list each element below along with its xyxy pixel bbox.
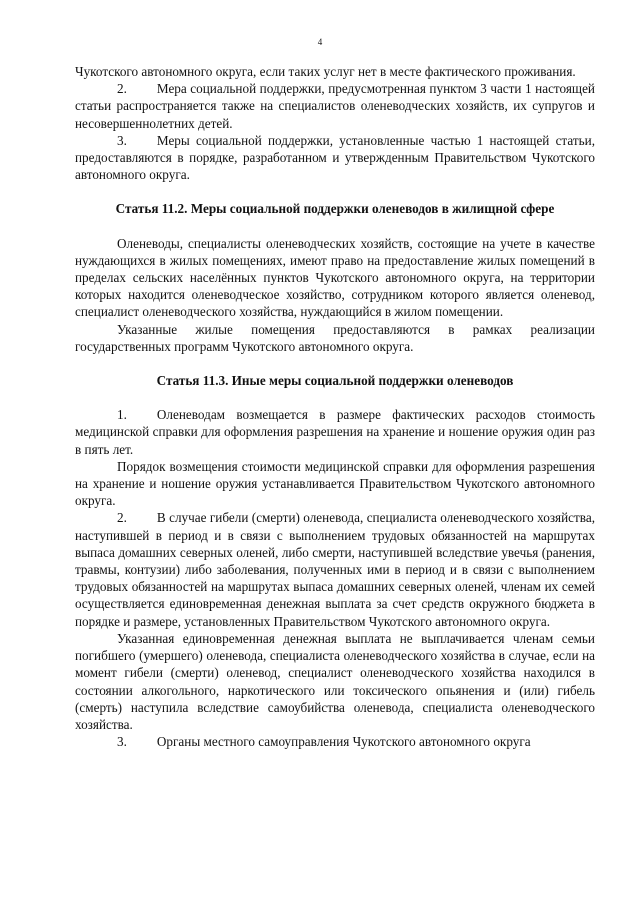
article-11-2-paragraph: Указанные жилые помещения предоставляются в рамках реализации государственных программ Чукотского автономного округа.: [75, 321, 595, 354]
paragraph-continued: Чукотского автономного округа, если таких услуг нет в месте фактического проживания.: [75, 64, 576, 79]
paragraph-item-2: [75, 80, 595, 132]
item-number: 3.: [117, 132, 127, 148]
paragraph-item-3: [75, 132, 595, 184]
item-text: Органы местного самоуправления Чукотского автономного округа: [156, 734, 531, 750]
item-text: Оленеводам возмещается в размере фактических расходов стоимость медицинской справки для оформления разрешения на хранение и ношение оружия один раз в пять лет.: [75, 407, 595, 457]
article-11-3-item-2: [75, 509, 595, 629]
article-11-3-paragraph: Указанная единовременная денежная выплата не выплачивается членам семьи погибшего (умершего) оленевода, специалиста оленеводческого хозяйства в случае, если на момент гибели (смерти) оленевод, специалист оленеводческого хозяйства находился в состоянии алкогольного, наркотического или токсического опьянения и (или) гибель (смерть) наступила вследствие самоубийства оленевода, специалиста оленеводческого хозяйства.: [75, 630, 595, 732]
item-text: Мера социальной поддержки, предусмотренная пунктом 3 части 1 настоящей статьи распространяется также на специалистов оленеводческих хозяйств, их супругов и несовершеннолетних детей.: [75, 81, 595, 131]
item-text: Меры социальной поддержки, установленные частью 1 настоящей статьи, предоставляются в порядке, разработанном и утвержденным Правительством Чукотского автономного округа.: [75, 132, 595, 183]
item-number: 2.: [117, 81, 127, 97]
item-number: 2.: [117, 510, 127, 526]
article-11-3-heading: Статья 11.3. Иные меры социальной поддержки оленеводов: [156, 373, 514, 389]
item-number: 1.: [117, 407, 127, 423]
article-11-3-item-3: [75, 733, 595, 750]
document-body: [75, 63, 595, 750]
article-11-2-paragraph: Оленеводы, специалисты оленеводческих хозяйств, состоящие на учете в качестве нуждающихся в жилых помещениях, имеют право на предоставление жилых помещений в пределах сельских населённых пунктов Чукотского автономного округа, на территории которых находится оленеводческое хозяйство, сотрудником которого является оленевод, специалист оленеводческого хозяйства, нуждающийся в жилом помещении.: [75, 235, 595, 320]
article-11-3-paragraph: Порядок возмещения стоимости медицинской справки для оформления разрешения на хранение и ношение оружия устанавливается Правительством Чукотского автономного округа.: [75, 458, 595, 509]
item-text: В случае гибели (смерти) оленевода, специалиста оленеводческого хозяйства, наступившей в период и в связи с выполнением трудовых обязанностей на маршрутах выпаса домашних северных оленей, либо смерти, наступившей вследствие увечья (ранения, травмы, контузии) либо заболевания, полученных ими в период и в связи с выполнением трудовых обязанностей на маршрутах выпаса домашних северных оленей, членам их семей осуществляется единовременная денежная выплата за счет средств окружного бюджета в порядке и размере, установленных Правительством Чукотского автономного округа.: [75, 510, 595, 629]
item-number: 3.: [117, 734, 127, 750]
article-11-3-item-1: [75, 406, 595, 458]
page-number: 4: [317, 37, 323, 47]
article-11-2-heading: Статья 11.2. Меры социальной поддержки оленеводов в жилищной сфере: [115, 201, 555, 217]
